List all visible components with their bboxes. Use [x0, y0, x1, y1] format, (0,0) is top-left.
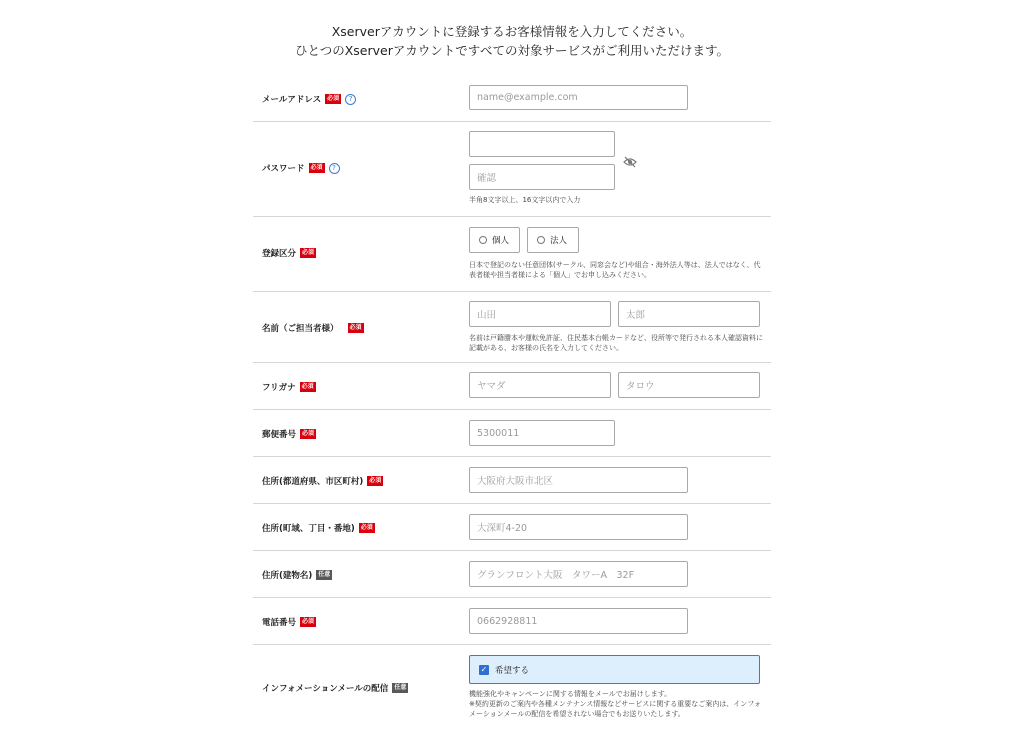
first-name-input[interactable]: 太郎	[618, 301, 760, 327]
radio-circle-icon	[479, 236, 487, 244]
row-phone	[253, 598, 771, 645]
last-name-input[interactable]: 山田	[469, 301, 611, 327]
row-postal-code	[253, 410, 771, 457]
help-icon[interactable]: ?	[329, 163, 340, 174]
intro-line-1: Xserverアカウントに登録するお客様情報を入力してください。	[331, 24, 693, 39]
address3-label	[262, 569, 332, 581]
email-input[interactable]: name@example.com	[469, 85, 688, 110]
last-name-kana-input[interactable]: ヤマダ	[469, 372, 611, 398]
furigana-label-text: フリガナ	[262, 383, 296, 393]
address2-label	[262, 522, 375, 534]
newsletter-note-line-1: 機能強化やキャンペーンに関する情報をメールでお届けします。	[469, 690, 672, 698]
required-badge: 必須	[301, 383, 314, 390]
password-confirm-input[interactable]: 確認	[469, 164, 615, 190]
radio-circle-icon	[537, 236, 545, 244]
postal-label	[262, 428, 316, 440]
row-newsletter	[253, 645, 771, 731]
address1-label-text: 住所(都道府県、市区町村)	[262, 477, 364, 487]
registration-type-label	[262, 247, 316, 259]
page-intro	[0, 22, 1024, 60]
password-label-text: パスワード	[262, 164, 305, 174]
required-badge: 必須	[302, 618, 315, 625]
phone-label	[262, 616, 316, 628]
furigana-label	[262, 381, 316, 393]
name-label	[262, 322, 364, 334]
optional-badge: 任意	[394, 684, 407, 691]
address3-label-text: 住所(建物名)	[262, 571, 313, 581]
required-badge: 必須	[360, 524, 373, 531]
address2-label-text: 住所(町域、丁目・番地)	[262, 524, 355, 534]
registration-form	[253, 76, 771, 731]
row-name	[253, 292, 771, 363]
newsletter-note-line-2: ※契約更新のご案内や各種メンテナンス情報などサービスに関する重要なご案内は、インフォメーションメールの配信を希望されない場合でもお送りいたします。	[469, 700, 761, 718]
intro-line-2: ひとつのXserverアカウントですべての対象サービスがご利用いただけます。	[294, 43, 729, 58]
email-label	[262, 93, 356, 105]
help-icon[interactable]: ?	[345, 94, 356, 105]
newsletter-checkbox-label: 希望する	[495, 665, 530, 676]
row-address-1	[253, 457, 771, 504]
phone-input[interactable]: 0662928811	[469, 608, 688, 634]
newsletter-note	[469, 689, 765, 719]
password-hint: 半角8文字以上、16文字以内で入力	[469, 196, 581, 204]
registration-type-note: 日本で登記のない任意団体(サークル、同窓会など)や組合・海外法人等は、法人ではなく、代表者様や担当者様による「個人」でお申し込みください。	[469, 261, 761, 279]
required-badge: 必須	[310, 164, 323, 171]
radio-individual[interactable]	[469, 227, 520, 253]
password-input[interactable]	[469, 131, 615, 157]
postal-label-text: 郵便番号	[262, 430, 297, 440]
radio-corporation-label: 法人	[550, 236, 568, 246]
radio-individual-label: 個人	[492, 236, 510, 246]
radio-corporation[interactable]	[527, 227, 579, 253]
email-label-text: メールアドレス	[262, 95, 322, 105]
registration-type-label-text: 登録区分	[262, 249, 297, 259]
row-password	[253, 122, 771, 217]
address1-label	[262, 475, 383, 487]
required-badge: 必須	[327, 95, 340, 102]
required-badge: 必須	[302, 249, 315, 256]
required-badge: 必須	[349, 324, 362, 331]
address2-input[interactable]: 大深町4-20	[469, 514, 688, 540]
checkbox-checked-icon[interactable]: ✓	[480, 664, 488, 674]
row-email	[253, 76, 771, 122]
optional-badge: 任意	[318, 571, 331, 578]
row-furigana	[253, 363, 771, 410]
name-note: 名前は戸籍謄本や運転免許証、住民基本台帳カードなど、役所等で発行される本人確認資料に記載がある、お客様の氏名を入力してください。	[469, 334, 763, 352]
postal-code-input[interactable]: 5300011	[469, 420, 615, 446]
newsletter-checkbox-option[interactable]	[469, 655, 760, 684]
first-name-kana-input[interactable]: タロウ	[618, 372, 760, 398]
newsletter-label-text: インフォメーションメールの配信	[262, 684, 389, 694]
address1-input[interactable]: 大阪府大阪市北区	[469, 467, 688, 493]
newsletter-label	[262, 682, 408, 694]
phone-label-text: 電話番号	[262, 618, 297, 628]
address3-input[interactable]: グランフロント大阪 タワーA 32F	[469, 561, 688, 587]
eye-off-icon[interactable]	[623, 156, 637, 168]
row-address-2	[253, 504, 771, 551]
required-badge: 必須	[302, 430, 315, 437]
row-address-3	[253, 551, 771, 598]
name-label-text: 名前（ご担当者様）	[262, 324, 339, 334]
password-label	[262, 162, 340, 174]
row-registration-type	[253, 217, 771, 292]
required-badge: 必須	[369, 477, 382, 484]
